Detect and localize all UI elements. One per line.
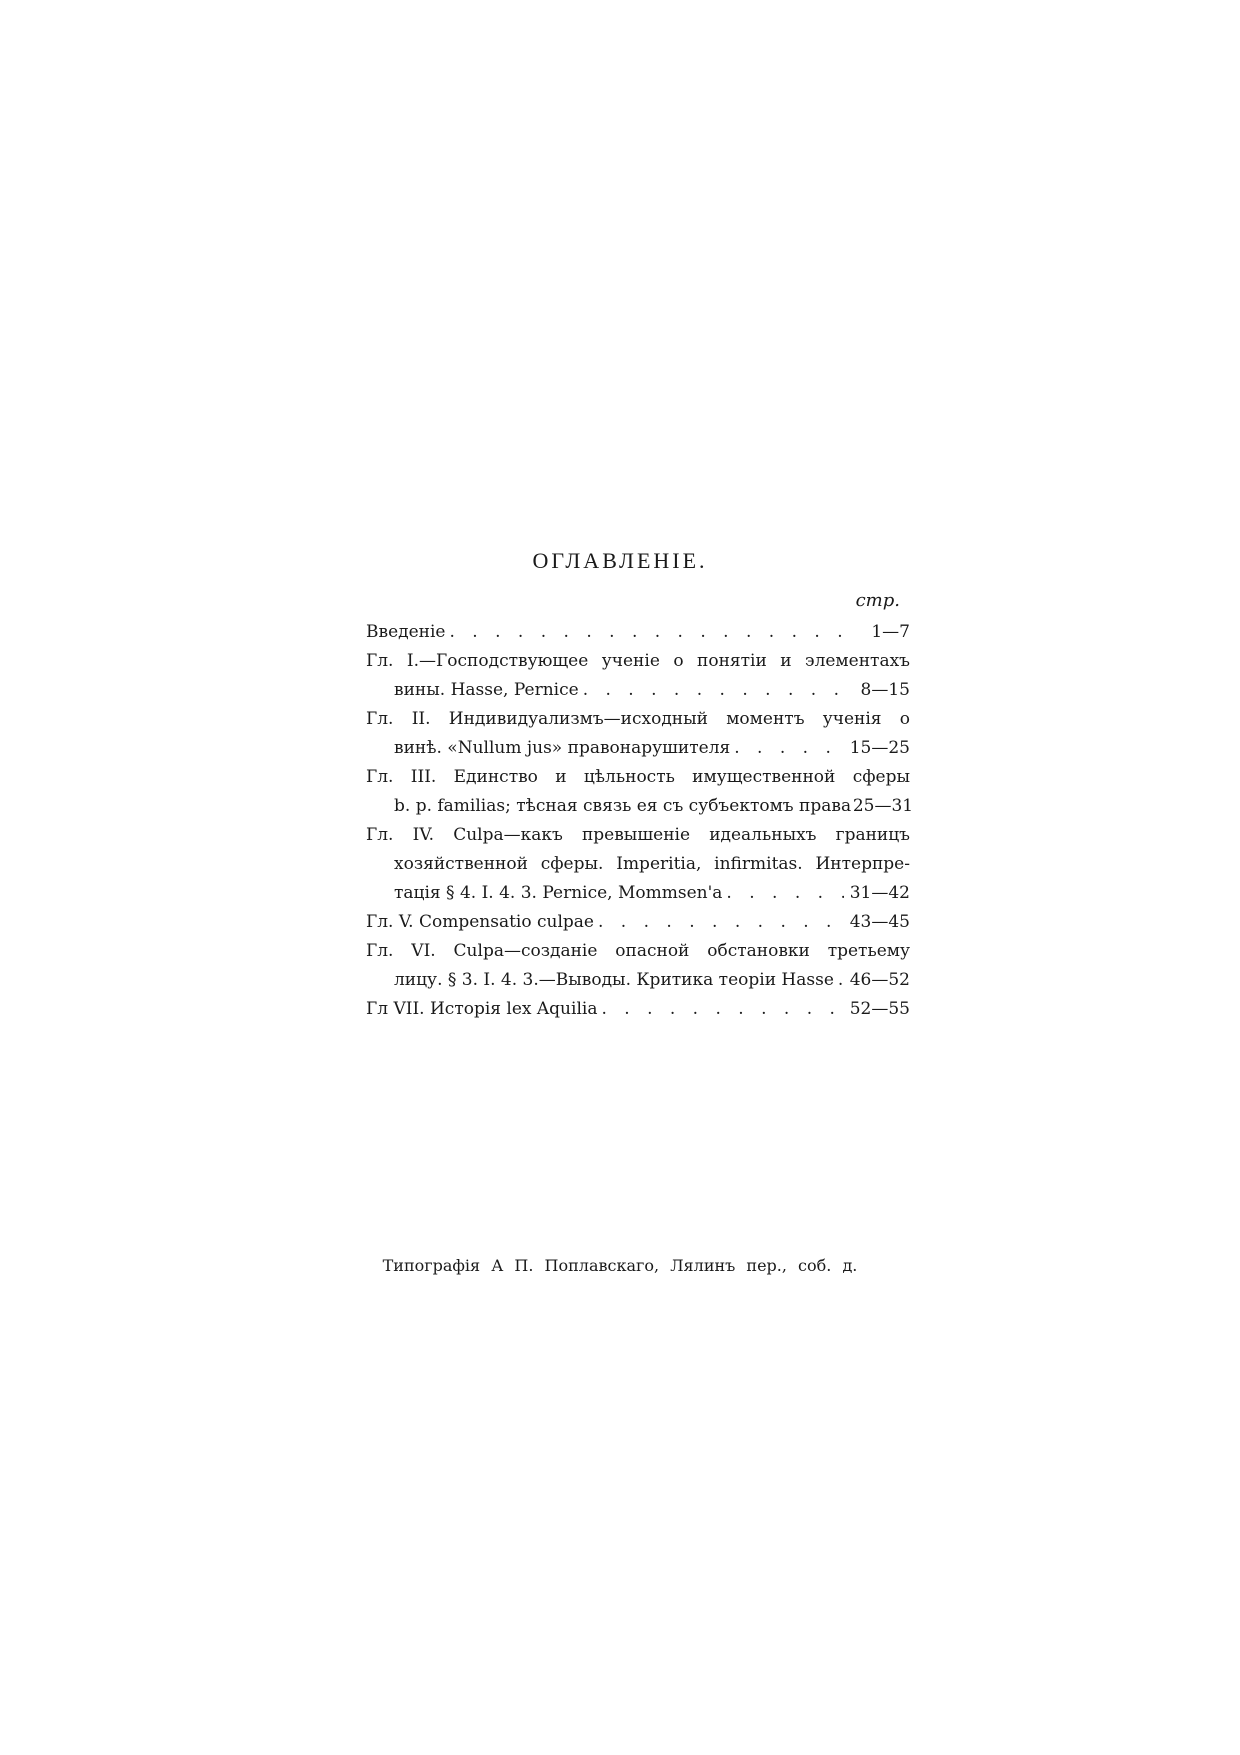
toc-entry-text: Введеніе — [366, 622, 446, 642]
toc-line — [366, 618, 910, 647]
toc-line — [366, 734, 910, 763]
toc-entry-text: Гл. III. Единство и цѣльность имущественной сферы — [366, 767, 910, 787]
toc-entry-chapter-7 — [366, 995, 910, 1024]
toc-line — [366, 879, 910, 908]
toc-entry-pages: 52—55 — [849, 999, 910, 1019]
dot-leader — [838, 966, 844, 995]
page-column-header: стр. — [855, 590, 900, 611]
toc-entry-chapter-4 — [366, 821, 910, 908]
toc-line — [366, 676, 910, 705]
dot-leader — [449, 618, 844, 647]
toc-entry-introduction — [366, 618, 910, 647]
toc-line — [366, 995, 910, 1024]
toc-entry-text: Гл VII. Исторія lex Aquilia — [366, 999, 598, 1019]
dot-leader — [598, 908, 844, 937]
toc-entry-pages: 25—31 — [852, 796, 914, 816]
toc-title: ОГЛАВЛЕНІЕ. — [532, 548, 708, 573]
toc-line — [366, 850, 910, 879]
toc-entry-text: вины. Hasse, Pernice — [394, 680, 579, 700]
toc-entry-text: Гл. IV. Culpa—какъ превышеніе идеальныхъ границъ — [366, 825, 910, 845]
toc-entry-text: хозяйственной сферы. Imperitia, infirmitas. Интерпре- — [394, 854, 910, 874]
toc-entry-pages: 1—7 — [871, 622, 910, 642]
toc-entry-text: Гл. І.—Господствующее ученіе о понятіи и элементахъ — [366, 651, 910, 671]
toc-entry-pages: 8—15 — [860, 680, 910, 700]
toc-line — [366, 821, 910, 850]
toc-line — [366, 937, 910, 966]
toc-entry-text: Гл. V. Compensatio culpae — [366, 912, 594, 932]
printer-imprint: Типографія А П. Поплавскаго, Лялинъ пер., соб. д. — [382, 1256, 858, 1275]
table-of-contents — [366, 584, 914, 1024]
toc-entry-chapter-6 — [366, 937, 910, 995]
dot-leader — [734, 734, 844, 763]
toc-line — [366, 908, 910, 937]
toc-entry-chapter-1 — [366, 647, 910, 705]
toc-entry-chapter-5 — [366, 908, 910, 937]
toc-entry-text: тація § 4. I. 4. 3. Pernice, Mommsen'a — [394, 883, 723, 903]
toc-line — [366, 647, 910, 676]
toc-entry-chapter-3 — [366, 763, 914, 821]
toc-entry-pages: 31—42 — [849, 883, 910, 903]
toc-entry-chapter-2 — [366, 705, 910, 763]
toc-entry-pages: 15—25 — [849, 738, 910, 758]
dot-leader — [601, 995, 844, 1024]
toc-entry-text: Гл. VI. Culpa—созданіе опасной обстановки третьему — [366, 941, 910, 961]
dot-leader — [726, 879, 844, 908]
dot-leader — [583, 676, 844, 705]
toc-line — [366, 763, 910, 792]
toc-entry-pages: 43—45 — [849, 912, 910, 932]
toc-entry-text: лицу. § 3. I. 4. 3.—Выводы. Критика теоріи Hasse — [394, 970, 834, 990]
toc-entry-text: Гл. II. Индивидуализмъ—исходный моментъ ученія о — [366, 709, 910, 729]
toc-entry-pages: 46—52 — [849, 970, 910, 990]
toc-entry-text: винѣ. «Nullum jus» правонарушителя — [394, 738, 731, 758]
toc-line — [366, 792, 914, 821]
toc-line — [366, 705, 910, 734]
toc-line — [366, 966, 910, 995]
toc-entry-text: b. p. familias; тѣсная связь ея съ субъектомъ права — [394, 796, 852, 816]
